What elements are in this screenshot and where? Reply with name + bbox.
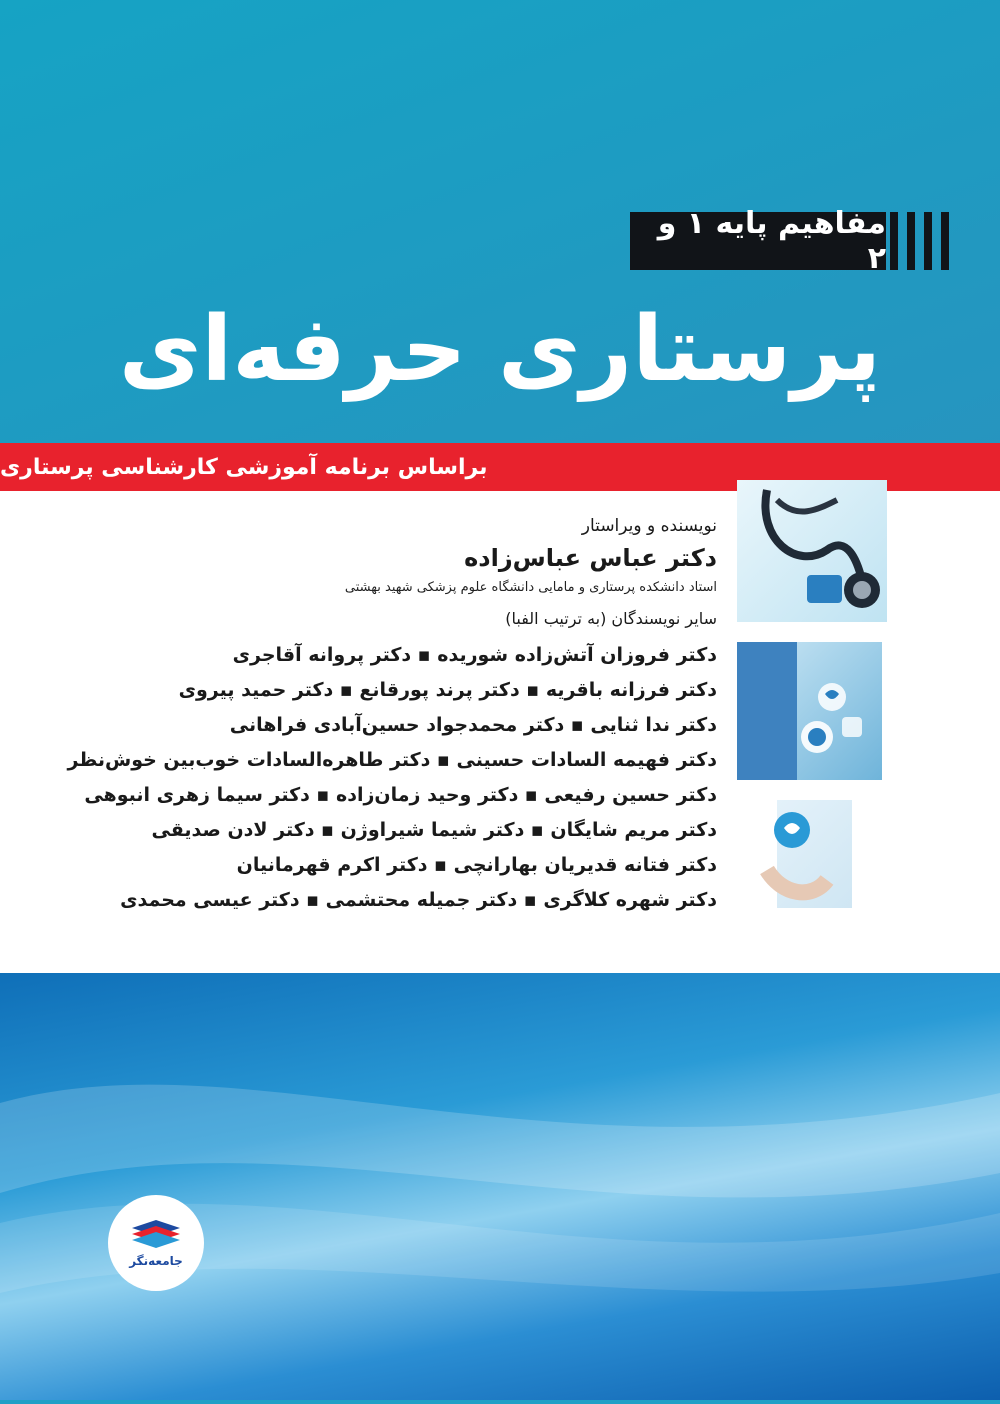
authors-text — [67, 516, 717, 918]
author-line: دکتر حسین رفیعی ▪ دکتر وحید زمان‌زاده ▪ دکتر سیما زهری انبوهی — [84, 784, 717, 806]
other-authors-label: سایر نویسندگان (به ترتیب الفبا) — [505, 609, 717, 628]
publisher-name: جامعه‌نگر — [129, 1254, 183, 1268]
author-line: دکتر مریم شایگان ▪ دکتر شیما شیراوژن ▪ دکتر لادن صدیقی — [151, 819, 717, 841]
author-line: دکتر فروزان آتش‌زاده شوریده ▪ دکتر پروانه آقاجری — [232, 644, 717, 666]
heart-stethoscope-image — [737, 800, 852, 908]
decorative-stripes — [890, 212, 949, 270]
stethoscope-image — [737, 480, 887, 622]
author-line: دکتر فهیمه السادات حسینی ▪ دکتر طاهره‌السادات خوب‌بین خوش‌نظر — [67, 749, 717, 771]
cover-bottom-wave — [0, 973, 1000, 1400]
author-line: دکتر فتانه قدیریان بهارانچی ▪ دکتر اکرم قهرمانیان — [236, 854, 717, 876]
publisher-logo — [108, 1195, 204, 1291]
author-line: دکتر فرزانه باقریه ▪ دکتر پرند پورقانع ▪ دکتر حمید پیروی — [178, 679, 717, 701]
editor-label: نویسنده و ویراستار — [581, 516, 717, 536]
book-title: پرستاری حرفه‌ای — [118, 297, 882, 402]
author-line: دکتر ندا ثنایی ▪ دکتر محمدجواد حسین‌آبادی فراهانی — [229, 714, 717, 736]
editor-name: دکتر عباس عباس‌زاده — [464, 544, 717, 572]
author-line: دکتر شهره کلاگری ▪ دکتر جمیله محتشمی ▪ دکتر عیسی محمدی — [120, 889, 717, 911]
editor-affiliation: استاد دانشکده پرستاری و مامایی دانشگاه علوم پزشکی شهید بهشتی — [344, 580, 717, 595]
subtitle-text: براساس برنامه آموزشی کارشناسی پرستاری — [0, 454, 488, 480]
health-icons-image — [737, 642, 882, 780]
series-label: مفاهیم پایه ۱ و ۲ — [630, 212, 886, 270]
